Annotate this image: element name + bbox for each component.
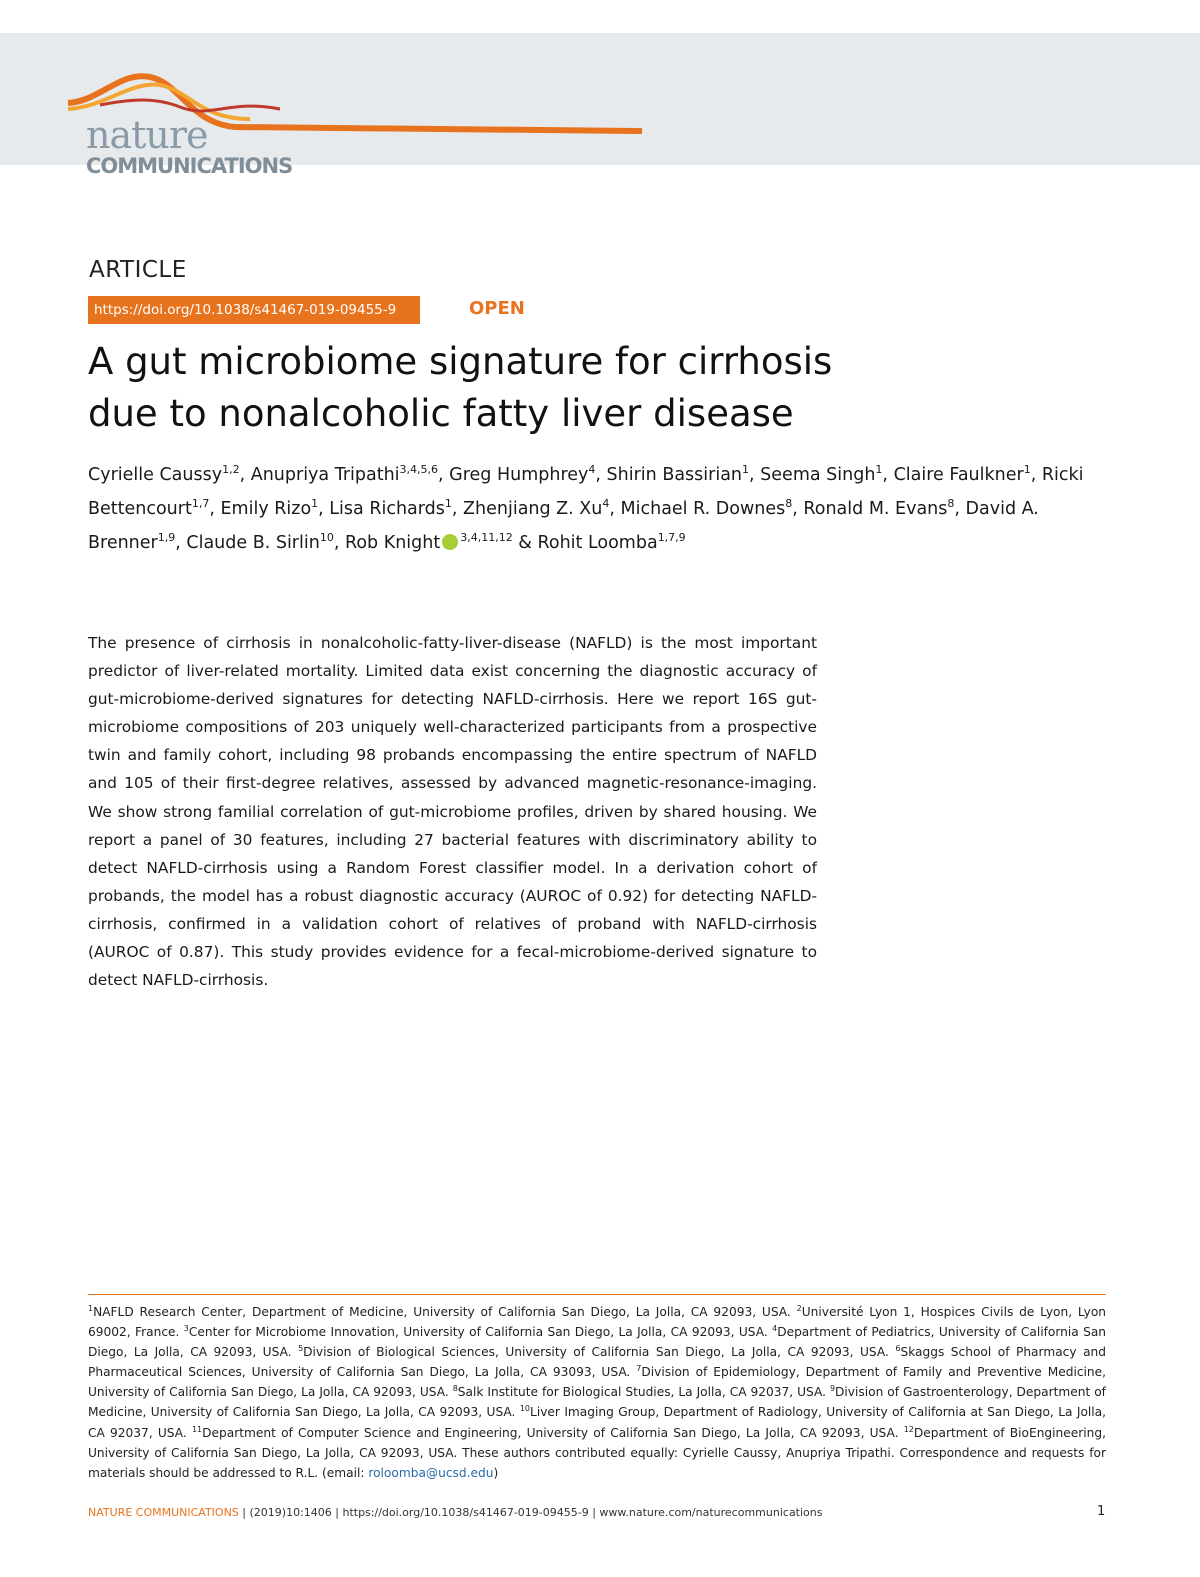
footer-journal-name: NATURE COMMUNICATIONS [88,1506,239,1519]
author-affiliation-marker: 3,4,11,12 [460,531,513,544]
affiliation-number: 11 [191,1424,203,1434]
affiliation-text: Division of Gastroenterology, Department of Medicine, University of California San Diego, La Jolla, CA 92093, USA. [88,1385,1106,1420]
author-affiliation-marker: 1,9 [157,531,176,544]
author-affiliation-marker: 1 [311,497,319,510]
author-name: Lisa Richards [329,499,445,519]
affiliation-text: Department of Pediatrics, University of California San Diego, La Jolla, CA 92093, USA. [88,1325,1107,1360]
orcid-icon[interactable] [442,534,458,550]
article-type-label: ARTICLE [89,257,187,283]
author-affiliation-marker: 1,2 [222,463,240,476]
affiliations: $^1$NAFLD Research Center, Department of Medicine, University of California San Diego, La Jolla, CA 92093, USA. $^2$Université Lyon 1, Hospices Civils de Lyon, Lyon 69002, France. $^3$Center for Microbiome Innovation, University of California San Diego, La Jolla, CA 92093, USA. $^4$Department of Pediatrics, University of California San Diego, La Jolla, CA 92093, USA. $^5$Division of Biological Sciences, University of California San Diego, La Jolla, CA 92093, USA. $^6$Skaggs School of Pharmacy and Pharmaceutical Sciences, University of California San Diego, La Jolla, CA 93093, USA. $^7$Division of Epidemiology, Department of Family and Preventive Medicine, University of California San Diego, La Jolla, CA 92093, USA. $^8$Salk Institute for Biological Studies, La Jolla, CA 92037, USA. $^9$Division of Gastroenterology, Department of Medicine, University of California San Diego, La Jolla, CA 92093, USA. $^{10}$Liver Imaging Group, Department of Radiology, University of California at San Diego, La Jolla, CA 92037, USA. $^{11}$Department of Computer Science and Engineering, University of California San Diego, La Jolla, CA 92093, USA. $^{12}$Department of BioEngineering, University of California San Diego, La Jolla, CA 92093, USA. These authors contributed equally: Cyrielle Caussy, Anupriya Tripathi. Correspondence and requests for materials should be addressed to R.L. (email: roloomba@ucsd.edu) [88,1304,1107,1480]
affiliation-number: 7 [636,1364,642,1374]
author-affiliation-marker: 8 [947,497,955,510]
page-footer [88,1506,822,1519]
author-affiliation-marker: 4 [588,463,596,476]
author-name: Michael R. Downes [620,499,786,519]
affiliation-number: 3 [183,1324,189,1334]
author-affiliation-marker: 4 [602,497,610,510]
author-name: Seema Singh [760,465,876,485]
author-name: Zhenjiang Z. Xu [463,499,603,519]
author-name: David A. Brenner [88,499,1039,553]
footer-citation: | (2019)10:1406 | https://doi.org/10.1038/s41467-019-09455-9 | www.nature.com/naturecommunications [238,1506,823,1519]
author-affiliation-marker: 1 [444,497,452,510]
affiliations-divider [88,1294,1106,1295]
author-name: Rob Knight [344,533,441,553]
affiliation-text: Division of Epidemiology, Department of Family and Preventive Medicine, University of California San Diego, La Jolla, CA 92093, USA. [88,1365,1107,1400]
journal-banner [0,33,1200,178]
affiliation-number: 5 [298,1344,304,1354]
author-affiliation-marker: 8 [785,497,793,510]
affiliation-number: 9 [829,1384,836,1394]
page-number: 1 [1097,1504,1106,1519]
author-affiliation-marker: 1 [742,463,750,476]
author-name: Greg Humphrey [449,465,589,485]
logo-communications-wordmark: COMMUNICATIONS [86,154,293,178]
affiliation-text: Salk Institute for Biological Studies, La Jolla, CA 92037, USA. [457,1385,830,1400]
author-affiliation-marker: 1 [1023,463,1031,476]
author-affiliation-marker: 1,7,9 [657,531,686,544]
correspondence-email-link[interactable]: roloomba@ucsd.edu [368,1465,494,1480]
affiliation-number: 2 [796,1304,802,1313]
affiliation-text: Skaggs School of Pharmacy and Pharmaceutical Sciences, University of California San Diego, La Jolla, CA 93093, USA. [88,1345,1106,1380]
affiliation-number: 1 [88,1304,94,1313]
affiliation-number: 12 [903,1424,914,1434]
author-affiliation-marker: 1 [875,463,883,476]
author-name: Ronald M. Evans [803,499,948,519]
article-title [88,336,1088,440]
correspondence-note: Correspondence and requests for materials should be addressed to R.L. (email: [88,1445,1106,1480]
open-access-label: OPEN [469,298,525,319]
abstract: The presence of cirrhosis in nonalcoholic-fatty-liver-disease (NAFLD) is the most important predictor of liver-related mortality. Limited data exist concerning the diagnostic accuracy of gut-microbiome-derived signatures for detecting NAFLD-cirrhosis. Here we report 16S gut-microbiome compositions of 203 uniquely well-characterized participants from a prospective twin and family cohort, including 98 probands encompassing the entire spectrum of NAFLD and 105 of their first-degree relatives, assessed by advanced magnetic-resonance-imaging. We show strong familial correlation of gut-microbiome profiles, driven by shared housing. We report a panel of 30 features, including 27 bacterial features with discriminatory ability to detect NAFLD-cirrhosis using a Random Forest classifier model. In a derivation cohort of probands, the model has a robust diagnostic accuracy (AUROC of 0.92) for detecting NAFLD-cirrhosis, confirmed in a validation cohort of relatives of proband with NAFLD-cirrhosis (AUROC of 0.87). This study provides evidence for a fecal-microbiome-derived signature to detect NAFLD-cirrhosis. [88,634,817,990]
author-name: Claude B. Sirlin [186,533,320,553]
affiliation-text: Department of Computer Science and Engineering, University of California San Diego, La Jolla, CA 92093, USA. [202,1425,904,1440]
author-name: Claire Faulkner [893,465,1024,485]
author-list: Cyrielle Caussy$^{1,2}$, Anupriya Tripathi$^{3,4,5,6}$, Greg Humphrey$^4$, Shirin Bassirian$^1$, Seema Singh$^1$, Claire Faulkner$^1$, Ricki Bettencourt$^{1,7}$, Emily Rizo$^1$, Lisa Richards$^1$, Zhenjiang Z. Xu$^4$, Michael R. Downes$^8$, Ronald M. Evans$^8$, David A. Brenner$^{1,9}$, Claude B. Sirlin$^{10}$, Rob Knight $^{3,4,11,12}$ & Rohit Loomba$^{1,7,9}$ [88,463,1084,553]
affiliation-number: 6 [895,1344,901,1354]
author-name: Shirin Bassirian [606,465,743,485]
author-name: Cyrielle Caussy [88,465,223,485]
author-affiliation-marker: 1,7 [191,497,210,510]
affiliation-text: Center for Microbiome Innovation, University of California San Diego, La Jolla, CA 92093, USA. [188,1325,773,1340]
title-line-2: due to nonalcoholic fatty liver disease [88,392,794,435]
author-name: Anupriya Tripathi [250,465,400,485]
author-name: Emily Rizo [220,499,312,519]
author-name: Rohit Loomba [537,533,658,553]
author-affiliation-marker: 10 [319,531,334,544]
doi-link[interactable]: https://doi.org/10.1038/s41467-019-09455-9 [88,296,420,324]
affiliation-number: 4 [772,1324,778,1334]
affiliation-text: Université Lyon 1, Hospices Civils de Lyon, Lyon 69002, France. [88,1305,1106,1340]
affiliation-number: 8 [452,1384,458,1394]
affiliation-text: Department of BioEngineering, University of California San Diego, La Jolla, CA 92093, USA. [88,1425,1106,1460]
affiliation-number: 10 [519,1404,531,1414]
logo-nature-wordmark: nature [86,113,208,157]
affiliation-text: Division of Biological Sciences, University of California San Diego, La Jolla, CA 92093, USA. [303,1345,896,1360]
equal-contribution-note: These authors contributed equally: Cyrielle Caussy, Anupriya Tripathi. [462,1445,900,1460]
affiliation-text: NAFLD Research Center, Department of Medicine, University of California San Diego, La Jolla, CA 92093, USA. [93,1305,797,1319]
author-affiliation-marker: 3,4,5,6 [399,463,439,476]
author-name: Ricki Bettencourt [88,465,1084,519]
title-line-1: A gut microbiome signature for cirrhosis [88,340,833,383]
affiliation-text: Liver Imaging Group, Department of Radiology, University of California at San Diego, La Jolla, CA 92037, USA. [88,1405,1107,1440]
